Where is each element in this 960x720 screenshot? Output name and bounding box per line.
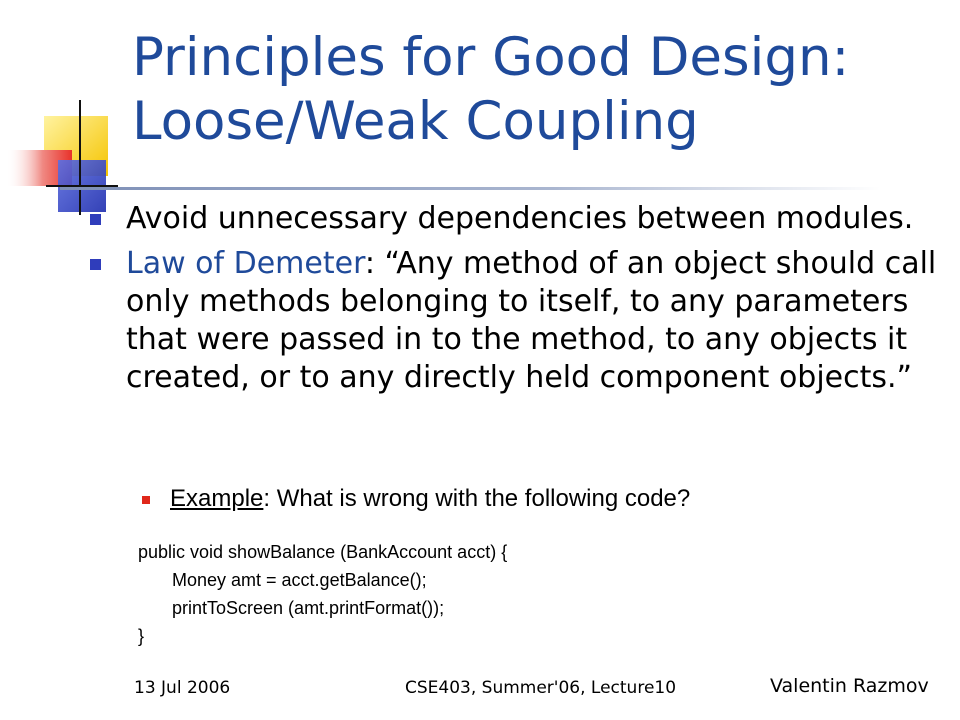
law-of-demeter-term: Law of Demeter: [126, 246, 365, 281]
bullet-square-icon: [90, 259, 101, 270]
example-label: Example: [170, 485, 264, 512]
title-line-1: Principles for Good Design:: [132, 27, 850, 88]
bullet-list: [90, 200, 940, 404]
code-line: }: [138, 626, 145, 646]
sub-bullet-square-icon: [142, 496, 150, 504]
footer-date: 13 Jul 2006: [134, 678, 231, 698]
bullet-item-dependencies: [90, 200, 940, 238]
bullet-text: Avoid unnecessary dependencies between modules.: [126, 201, 914, 236]
code-line: printToScreen (amt.printFormat());: [172, 598, 445, 618]
bullet-square-icon: [90, 214, 101, 225]
code-line: public void showBalance (BankAccount acct) {: [138, 542, 508, 562]
example-question: : What is wrong with the following code?: [263, 485, 691, 512]
code-block: [138, 538, 507, 650]
sub-bullet-example: [142, 484, 690, 514]
title-line-2: Loose/Weak Coupling: [132, 91, 699, 152]
title-divider: [60, 187, 880, 190]
footer-course: CSE403, Summer'06, Lecture10: [405, 678, 677, 698]
law-of-demeter-quote: : “Any method of an object should call only methods belonging to itself, to any parameters that were passed in to the method, to any objects it created, or to any directly held component objects.”: [126, 246, 937, 395]
code-line: Money amt = acct.getBalance();: [172, 570, 427, 590]
footer-author: Valentin Razmov: [770, 675, 929, 697]
slide-title: [132, 26, 932, 154]
bullet-item-law-of-demeter: [90, 245, 940, 397]
